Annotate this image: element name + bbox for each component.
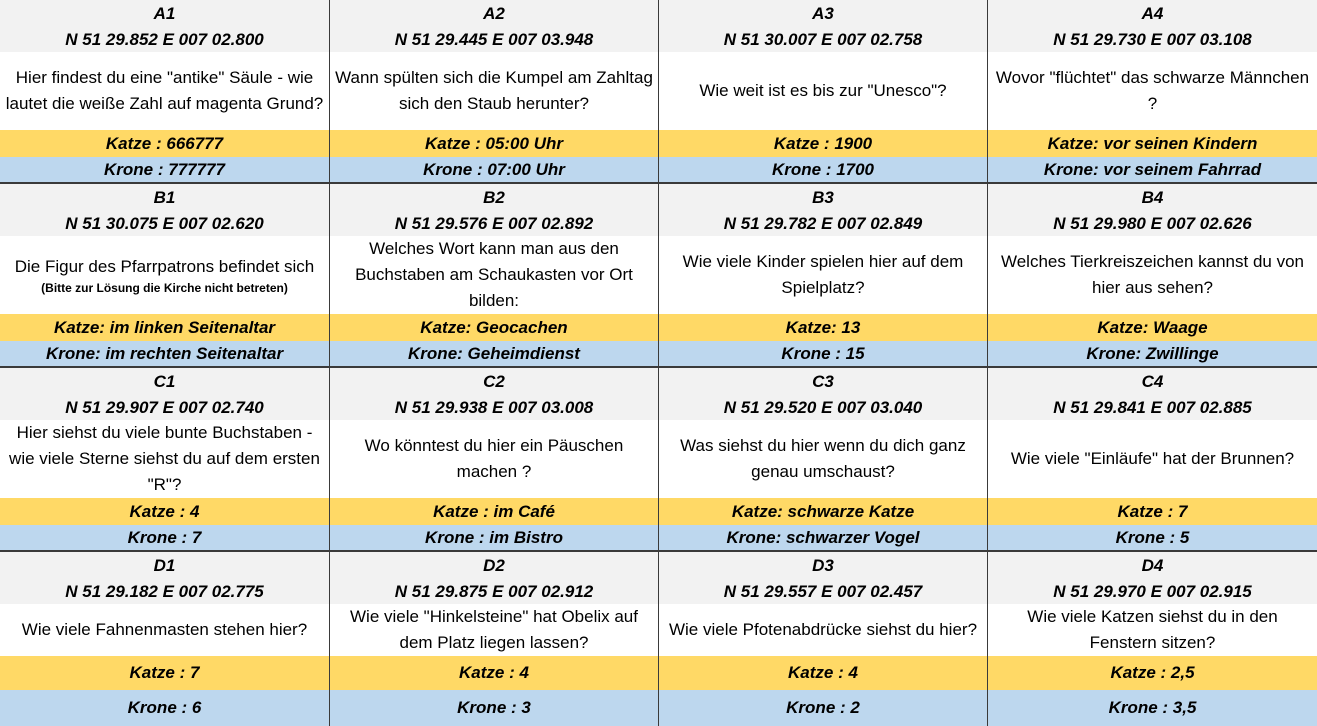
cell-d4 xyxy=(987,552,1317,726)
question xyxy=(330,236,658,314)
cell-d1 xyxy=(0,552,329,726)
cell-b4 xyxy=(987,184,1317,366)
answer-krone: Krone : 1700 xyxy=(659,157,987,182)
coordinates: N 51 29.970 E 007 02.915 xyxy=(988,579,1317,604)
coordinates: N 51 29.520 E 007 03.040 xyxy=(659,395,987,420)
question-text: Hier siehst du viele bunte Buchstaben - wie viele Sterne siehst du auf dem ersten "R"? xyxy=(9,423,320,494)
station-id: B1 xyxy=(0,184,329,211)
station-id: A4 xyxy=(988,0,1317,27)
coordinates: N 51 29.938 E 007 03.008 xyxy=(330,395,658,420)
question xyxy=(988,236,1317,314)
answer-katze: Katze : 2,5 xyxy=(988,656,1317,690)
question-text: Wie viele Fahnenmasten stehen hier? xyxy=(21,620,308,639)
answer-krone: Krone: Zwillinge xyxy=(988,341,1317,366)
question-text: Wie viele Katzen siehst du in den Fenstern sitzen? xyxy=(1027,607,1278,652)
question xyxy=(659,604,987,656)
question-text: Was siehst du hier wenn du dich ganz genau umschaust? xyxy=(680,436,966,481)
coordinates: N 51 30.007 E 007 02.758 xyxy=(659,27,987,52)
question xyxy=(988,420,1317,498)
answer-katze: Katze: vor seinen Kindern xyxy=(988,130,1317,157)
answer-katze: Katze: Waage xyxy=(988,314,1317,341)
answer-krone: Krone : 777777 xyxy=(0,157,329,182)
coordinates: N 51 29.576 E 007 02.892 xyxy=(330,211,658,236)
question-text: Wie viele "Hinkelsteine" hat Obelix auf dem Platz liegen lassen? xyxy=(350,607,638,652)
answer-krone: Krone : 2 xyxy=(659,690,987,726)
cell-d3 xyxy=(658,552,987,726)
question xyxy=(659,420,987,498)
coordinates: N 51 29.907 E 007 02.740 xyxy=(0,395,329,420)
answer-katze: Katze: 13 xyxy=(659,314,987,341)
station-id: A3 xyxy=(659,0,987,27)
question xyxy=(988,52,1317,130)
answer-krone: Krone : 07:00 Uhr xyxy=(330,157,658,182)
answer-krone: Krone: Geheimdienst xyxy=(330,341,658,366)
station-id: C1 xyxy=(0,368,329,395)
question-text: Hier findest du eine "antike" Säule - wie lautet die weiße Zahl auf magenta Grund? xyxy=(5,68,324,113)
question-note: (Bitte zur Lösung die Kirche nicht betreten) xyxy=(41,281,288,295)
coordinates: N 51 29.980 E 007 02.626 xyxy=(988,211,1317,236)
answer-katze: Katze : im Café xyxy=(330,498,658,525)
question-text: Welches Tierkreiszeichen kannst du von hier aus sehen? xyxy=(1000,252,1304,297)
answer-katze: Katze: im linken Seitenaltar xyxy=(0,314,329,341)
station-id: B3 xyxy=(659,184,987,211)
answer-katze: Katze : 05:00 Uhr xyxy=(330,130,658,157)
cell-a1 xyxy=(0,0,329,182)
coordinates: N 51 29.852 E 007 02.800 xyxy=(0,27,329,52)
cell-b2 xyxy=(329,184,658,366)
cell-c4 xyxy=(987,368,1317,550)
station-id: B4 xyxy=(988,184,1317,211)
question-text: Die Figur des Pfarrpatrons befindet sich xyxy=(14,257,315,276)
coordinates: N 51 29.730 E 007 03.108 xyxy=(988,27,1317,52)
answer-katze: Katze : 7 xyxy=(0,656,329,690)
answer-krone: Krone : 3,5 xyxy=(988,690,1317,726)
question-text: Wie viele Kinder spielen hier auf dem Spielplatz? xyxy=(682,252,964,297)
coordinates: N 51 30.075 E 007 02.620 xyxy=(0,211,329,236)
station-id: C4 xyxy=(988,368,1317,395)
station-id: D2 xyxy=(330,552,658,579)
cell-b1 xyxy=(0,184,329,366)
question-text: Welches Wort kann man aus den Buchstaben am Schaukasten vor Ort bilden: xyxy=(355,239,633,310)
question xyxy=(0,52,329,130)
row-b xyxy=(0,184,1317,368)
row-d xyxy=(0,552,1317,726)
answer-katze: Katze: schwarze Katze xyxy=(659,498,987,525)
answer-krone: Krone : 6 xyxy=(0,690,329,726)
row-c xyxy=(0,368,1317,552)
station-id: A1 xyxy=(0,0,329,27)
cell-d2 xyxy=(329,552,658,726)
cell-c1 xyxy=(0,368,329,550)
answer-katze: Katze : 666777 xyxy=(0,130,329,157)
cell-a4 xyxy=(987,0,1317,182)
station-id: C3 xyxy=(659,368,987,395)
cell-c2 xyxy=(329,368,658,550)
answer-krone: Krone: schwarzer Vogel xyxy=(659,525,987,550)
question xyxy=(330,420,658,498)
answer-krone: Krone : 15 xyxy=(659,341,987,366)
answer-katze: Katze: Geocachen xyxy=(330,314,658,341)
question-text: Wo könntest du hier ein Päuschen machen ? xyxy=(364,436,624,481)
coordinates: N 51 29.782 E 007 02.849 xyxy=(659,211,987,236)
question-text: Wie viele "Einläufe" hat der Brunnen? xyxy=(1010,449,1295,468)
coordinates: N 51 29.445 E 007 03.948 xyxy=(330,27,658,52)
answer-krone: Krone : 3 xyxy=(330,690,658,726)
answer-katze: Katze : 4 xyxy=(0,498,329,525)
station-id: C2 xyxy=(330,368,658,395)
cell-c3 xyxy=(658,368,987,550)
question xyxy=(988,604,1317,656)
question-text: Wovor "flüchtet" das schwarze Männchen ? xyxy=(995,68,1310,113)
answer-katze: Katze : 7 xyxy=(988,498,1317,525)
station-id: D3 xyxy=(659,552,987,579)
question xyxy=(659,52,987,130)
question-text: Wann spülten sich die Kumpel am Zahltag sich den Staub herunter? xyxy=(335,68,653,113)
cell-b3 xyxy=(658,184,987,366)
coordinates: N 51 29.841 E 007 02.885 xyxy=(988,395,1317,420)
coordinates: N 51 29.875 E 007 02.912 xyxy=(330,579,658,604)
answer-krone: Krone: im rechten Seitenaltar xyxy=(0,341,329,366)
question xyxy=(330,52,658,130)
answer-krone: Krone: vor seinem Fahrrad xyxy=(988,157,1317,182)
question-text: Wie viele Pfotenabdrücke siehst du hier? xyxy=(668,620,978,639)
coordinates: N 51 29.182 E 007 02.775 xyxy=(0,579,329,604)
station-id: A2 xyxy=(330,0,658,27)
station-id: B2 xyxy=(330,184,658,211)
row-a xyxy=(0,0,1317,184)
question xyxy=(0,420,329,498)
answer-katze: Katze : 4 xyxy=(330,656,658,690)
answer-krone: Krone : 7 xyxy=(0,525,329,550)
question xyxy=(330,604,658,656)
station-id: D1 xyxy=(0,552,329,579)
question xyxy=(659,236,987,314)
answer-katze: Katze : 4 xyxy=(659,656,987,690)
coordinates: N 51 29.557 E 007 02.457 xyxy=(659,579,987,604)
answer-katze: Katze : 1900 xyxy=(659,130,987,157)
question-text: Wie weit ist es bis zur "Unesco"? xyxy=(699,81,947,100)
cell-a2 xyxy=(329,0,658,182)
station-id: D4 xyxy=(988,552,1317,579)
question xyxy=(0,236,329,314)
answer-krone: Krone : 5 xyxy=(988,525,1317,550)
cell-a3 xyxy=(658,0,987,182)
question xyxy=(0,604,329,656)
answer-krone: Krone : im Bistro xyxy=(330,525,658,550)
